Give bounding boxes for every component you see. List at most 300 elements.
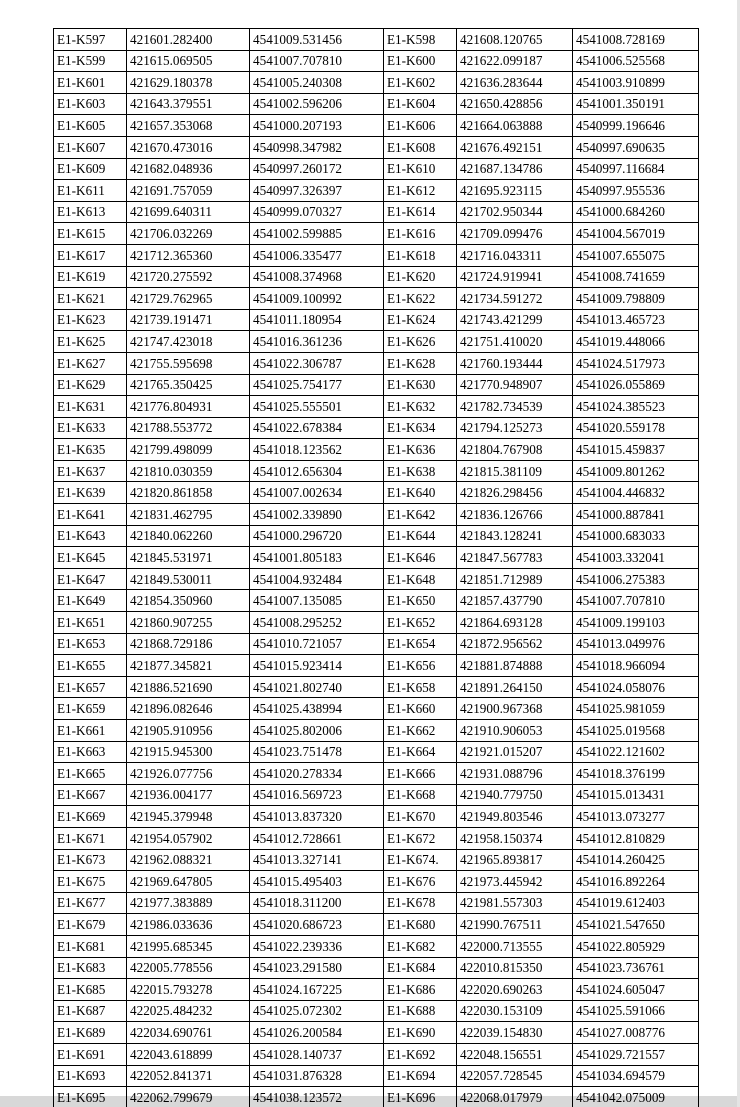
point-id-cell: E1-K648	[384, 568, 457, 590]
easting-cell: 422010.815350	[457, 957, 573, 979]
point-id-cell: E1-K693	[54, 1065, 127, 1087]
northing-cell: 4541023.751478	[250, 741, 384, 763]
point-id-cell: E1-K670	[384, 806, 457, 828]
easting-cell: 421815.381109	[457, 460, 573, 482]
northing-cell: 4541000.296720	[250, 525, 384, 547]
point-id-cell: E1-K647	[54, 568, 127, 590]
northing-cell: 4541006.335477	[250, 244, 384, 266]
northing-cell: 4541025.072302	[250, 1000, 384, 1022]
easting-cell: 422048.156551	[457, 1043, 573, 1065]
point-id-cell: E1-K622	[384, 288, 457, 310]
point-id-cell: E1-K606	[384, 115, 457, 137]
easting-cell: 422030.153109	[457, 1000, 573, 1022]
table-row	[54, 698, 699, 720]
northing-cell: 4541026.055869	[573, 374, 699, 396]
point-id-cell: E1-K667	[54, 784, 127, 806]
easting-cell: 421926.077756	[127, 763, 250, 785]
easting-cell: 421788.553772	[127, 417, 250, 439]
point-id-cell: E1-K614	[384, 201, 457, 223]
table-row	[54, 720, 699, 742]
northing-cell: 4541038.123572	[250, 1087, 384, 1107]
northing-cell: 4541022.306787	[250, 352, 384, 374]
table-row	[54, 482, 699, 504]
point-id-cell: E1-K616	[384, 223, 457, 245]
easting-cell: 421990.767511	[457, 914, 573, 936]
easting-cell: 421995.685345	[127, 935, 250, 957]
northing-cell: 4541023.291580	[250, 957, 384, 979]
easting-cell: 421765.350425	[127, 374, 250, 396]
point-id-cell: E1-K684	[384, 957, 457, 979]
easting-cell: 422025.484232	[127, 1000, 250, 1022]
northing-cell: 4541020.559178	[573, 417, 699, 439]
point-id-cell: E1-K600	[384, 50, 457, 72]
point-id-cell: E1-K696	[384, 1087, 457, 1107]
easting-cell: 421664.063888	[457, 115, 573, 137]
northing-cell: 4541027.008776	[573, 1022, 699, 1044]
northing-cell: 4541002.339890	[250, 504, 384, 526]
point-id-cell: E1-K643	[54, 525, 127, 547]
point-id-cell: E1-K653	[54, 633, 127, 655]
easting-cell: 421676.492151	[457, 136, 573, 158]
northing-cell: 4541018.376199	[573, 763, 699, 785]
easting-cell: 421977.383889	[127, 892, 250, 914]
northing-cell: 4541024.517973	[573, 352, 699, 374]
northing-cell: 4541008.741659	[573, 266, 699, 288]
table-row	[54, 50, 699, 72]
northing-cell: 4541008.295252	[250, 612, 384, 634]
easting-cell: 421760.193444	[457, 352, 573, 374]
point-id-cell: E1-K688	[384, 1000, 457, 1022]
point-id-cell: E1-K635	[54, 439, 127, 461]
easting-cell: 421687.134786	[457, 158, 573, 180]
table-row	[54, 763, 699, 785]
easting-cell: 421868.729186	[127, 633, 250, 655]
northing-cell: 4540998.347982	[250, 136, 384, 158]
table-row	[54, 612, 699, 634]
easting-cell: 421877.345821	[127, 655, 250, 677]
easting-cell: 421851.712989	[457, 568, 573, 590]
point-id-cell: E1-K612	[384, 180, 457, 202]
easting-cell: 421751.410020	[457, 331, 573, 353]
northing-cell: 4541018.311200	[250, 892, 384, 914]
table-row	[54, 590, 699, 612]
point-id-cell: E1-K678	[384, 892, 457, 914]
northing-cell: 4541009.199103	[573, 612, 699, 634]
point-id-cell: E1-K634	[384, 417, 457, 439]
northing-cell: 4541004.932484	[250, 568, 384, 590]
easting-cell: 421601.282400	[127, 29, 250, 51]
point-id-cell: E1-K617	[54, 244, 127, 266]
northing-cell: 4541004.446832	[573, 482, 699, 504]
easting-cell: 421682.048936	[127, 158, 250, 180]
point-id-cell: E1-K669	[54, 806, 127, 828]
point-id-cell: E1-K666	[384, 763, 457, 785]
northing-cell: 4541015.495403	[250, 871, 384, 893]
point-id-cell: E1-K613	[54, 201, 127, 223]
northing-cell: 4541007.655075	[573, 244, 699, 266]
point-id-cell: E1-K601	[54, 72, 127, 94]
northing-cell: 4541018.966094	[573, 655, 699, 677]
point-id-cell: E1-K683	[54, 957, 127, 979]
northing-cell: 4540999.196646	[573, 115, 699, 137]
easting-cell: 421847.567783	[457, 547, 573, 569]
table-row	[54, 979, 699, 1001]
northing-cell: 4541001.350191	[573, 93, 699, 115]
easting-cell: 421643.379551	[127, 93, 250, 115]
point-id-cell: E1-K629	[54, 374, 127, 396]
point-id-cell: E1-K626	[384, 331, 457, 353]
northing-cell: 4541019.448066	[573, 331, 699, 353]
table-row	[54, 633, 699, 655]
point-id-cell: E1-K604	[384, 93, 457, 115]
northing-cell: 4541013.073277	[573, 806, 699, 828]
point-id-cell: E1-K602	[384, 72, 457, 94]
point-id-cell: E1-K621	[54, 288, 127, 310]
easting-cell: 421845.531971	[127, 547, 250, 569]
northing-cell: 4541005.240308	[250, 72, 384, 94]
easting-cell: 421921.015207	[457, 741, 573, 763]
point-id-cell: E1-K630	[384, 374, 457, 396]
easting-cell: 421776.804931	[127, 396, 250, 418]
northing-cell: 4541008.374968	[250, 266, 384, 288]
coordinates-table-body	[54, 29, 699, 1107]
northing-cell: 4541022.121602	[573, 741, 699, 763]
northing-cell: 4541002.596206	[250, 93, 384, 115]
easting-cell: 421629.180378	[127, 72, 250, 94]
point-id-cell: E1-K652	[384, 612, 457, 634]
northing-cell: 4541018.123562	[250, 439, 384, 461]
easting-cell: 421810.030359	[127, 460, 250, 482]
easting-cell: 421843.128241	[457, 525, 573, 547]
easting-cell: 421910.906053	[457, 720, 573, 742]
easting-cell: 421954.057902	[127, 827, 250, 849]
point-id-cell: E1-K674.	[384, 849, 457, 871]
point-id-cell: E1-K640	[384, 482, 457, 504]
northing-cell: 4541016.361236	[250, 331, 384, 353]
northing-cell: 4540997.116684	[573, 158, 699, 180]
easting-cell: 421716.043311	[457, 244, 573, 266]
easting-cell: 421804.767908	[457, 439, 573, 461]
easting-cell: 421826.298456	[457, 482, 573, 504]
easting-cell: 421702.950344	[457, 201, 573, 223]
point-id-cell: E1-K603	[54, 93, 127, 115]
easting-cell: 421670.473016	[127, 136, 250, 158]
point-id-cell: E1-K623	[54, 309, 127, 331]
easting-cell: 421986.033636	[127, 914, 250, 936]
table-row	[54, 525, 699, 547]
point-id-cell: E1-K655	[54, 655, 127, 677]
point-id-cell: E1-K631	[54, 396, 127, 418]
point-id-cell: E1-K660	[384, 698, 457, 720]
northing-cell: 4541009.801262	[573, 460, 699, 482]
easting-cell: 421636.283644	[457, 72, 573, 94]
northing-cell: 4541024.385523	[573, 396, 699, 418]
point-id-cell: E1-K615	[54, 223, 127, 245]
point-id-cell: E1-K650	[384, 590, 457, 612]
easting-cell: 422068.017979	[457, 1087, 573, 1107]
northing-cell: 4541007.002634	[250, 482, 384, 504]
point-id-cell: E1-K664	[384, 741, 457, 763]
easting-cell: 421836.126766	[457, 504, 573, 526]
table-row	[54, 1043, 699, 1065]
easting-cell: 421900.967368	[457, 698, 573, 720]
northing-cell: 4541007.135085	[250, 590, 384, 612]
point-id-cell: E1-K645	[54, 547, 127, 569]
point-id-cell: E1-K641	[54, 504, 127, 526]
point-id-cell: E1-K649	[54, 590, 127, 612]
point-id-cell: E1-K673	[54, 849, 127, 871]
table-row	[54, 331, 699, 353]
northing-cell: 4541022.805929	[573, 935, 699, 957]
easting-cell: 421820.861858	[127, 482, 250, 504]
easting-cell: 421915.945300	[127, 741, 250, 763]
northing-cell: 4541008.728169	[573, 29, 699, 51]
point-id-cell: E1-K610	[384, 158, 457, 180]
table-row	[54, 1065, 699, 1087]
northing-cell: 4541034.694579	[573, 1065, 699, 1087]
northing-cell: 4541025.591066	[573, 1000, 699, 1022]
northing-cell: 4541024.058076	[573, 676, 699, 698]
easting-cell: 421849.530011	[127, 568, 250, 590]
easting-cell: 421931.088796	[457, 763, 573, 785]
northing-cell: 4541000.683033	[573, 525, 699, 547]
northing-cell: 4541020.686723	[250, 914, 384, 936]
point-id-cell: E1-K671	[54, 827, 127, 849]
point-id-cell: E1-K651	[54, 612, 127, 634]
northing-cell: 4541014.260425	[573, 849, 699, 871]
northing-cell: 4541024.167225	[250, 979, 384, 1001]
table-row	[54, 352, 699, 374]
easting-cell: 421965.893817	[457, 849, 573, 871]
easting-cell: 422034.690761	[127, 1022, 250, 1044]
point-id-cell: E1-K644	[384, 525, 457, 547]
easting-cell: 421831.462795	[127, 504, 250, 526]
easting-cell: 421857.437790	[457, 590, 573, 612]
easting-cell: 421896.082646	[127, 698, 250, 720]
northing-cell: 4541012.810829	[573, 827, 699, 849]
northing-cell: 4541013.049976	[573, 633, 699, 655]
easting-cell: 421657.353068	[127, 115, 250, 137]
northing-cell: 4541029.721557	[573, 1043, 699, 1065]
northing-cell: 4541015.459837	[573, 439, 699, 461]
easting-cell: 421734.591272	[457, 288, 573, 310]
easting-cell: 421608.120765	[457, 29, 573, 51]
point-id-cell: E1-K654	[384, 633, 457, 655]
point-id-cell: E1-K597	[54, 29, 127, 51]
northing-cell: 4541025.555501	[250, 396, 384, 418]
easting-cell: 421949.803546	[457, 806, 573, 828]
point-id-cell: E1-K682	[384, 935, 457, 957]
point-id-cell: E1-K609	[54, 158, 127, 180]
point-id-cell: E1-K618	[384, 244, 457, 266]
point-id-cell: E1-K611	[54, 180, 127, 202]
northing-cell: 4541022.239336	[250, 935, 384, 957]
easting-cell: 421724.919941	[457, 266, 573, 288]
point-id-cell: E1-K628	[384, 352, 457, 374]
northing-cell: 4541006.525568	[573, 50, 699, 72]
northing-cell: 4541028.140737	[250, 1043, 384, 1065]
northing-cell: 4541023.736761	[573, 957, 699, 979]
table-row	[54, 784, 699, 806]
easting-cell: 421729.762965	[127, 288, 250, 310]
point-id-cell: E1-K599	[54, 50, 127, 72]
easting-cell: 422062.799679	[127, 1087, 250, 1107]
point-id-cell: E1-K680	[384, 914, 457, 936]
table-row	[54, 676, 699, 698]
northing-cell: 4541021.802740	[250, 676, 384, 698]
easting-cell: 422000.713555	[457, 935, 573, 957]
easting-cell: 421969.647805	[127, 871, 250, 893]
point-id-cell: E1-K637	[54, 460, 127, 482]
table-row	[54, 568, 699, 590]
easting-cell: 421886.521690	[127, 676, 250, 698]
northing-cell: 4541004.567019	[573, 223, 699, 245]
easting-cell: 421622.099187	[457, 50, 573, 72]
easting-cell: 422020.690263	[457, 979, 573, 1001]
northing-cell: 4541012.728661	[250, 827, 384, 849]
table-row	[54, 806, 699, 828]
point-id-cell: E1-K676	[384, 871, 457, 893]
point-id-cell: E1-K657	[54, 676, 127, 698]
northing-cell: 4540997.260172	[250, 158, 384, 180]
easting-cell: 421794.125273	[457, 417, 573, 439]
table-row	[54, 115, 699, 137]
point-id-cell: E1-K658	[384, 676, 457, 698]
easting-cell: 421755.595698	[127, 352, 250, 374]
table-row	[54, 374, 699, 396]
northing-cell: 4541019.612403	[573, 892, 699, 914]
northing-cell: 4541015.013431	[573, 784, 699, 806]
easting-cell: 421860.907255	[127, 612, 250, 634]
table-row	[54, 417, 699, 439]
point-id-cell: E1-K679	[54, 914, 127, 936]
northing-cell: 4541025.981059	[573, 698, 699, 720]
coordinates-table	[53, 28, 699, 1107]
table-row	[54, 504, 699, 526]
northing-cell: 4540999.070327	[250, 201, 384, 223]
northing-cell: 4541022.678384	[250, 417, 384, 439]
table-row	[54, 1022, 699, 1044]
northing-cell: 4541021.547650	[573, 914, 699, 936]
northing-cell: 4541000.887841	[573, 504, 699, 526]
northing-cell: 4541007.707810	[573, 590, 699, 612]
table-row	[54, 460, 699, 482]
northing-cell: 4541007.707810	[250, 50, 384, 72]
northing-cell: 4541010.721057	[250, 633, 384, 655]
northing-cell: 4541025.802006	[250, 720, 384, 742]
point-id-cell: E1-K605	[54, 115, 127, 137]
point-id-cell: E1-K687	[54, 1000, 127, 1022]
point-id-cell: E1-K642	[384, 504, 457, 526]
table-row	[54, 201, 699, 223]
point-id-cell: E1-K677	[54, 892, 127, 914]
table-row	[54, 871, 699, 893]
table-row	[54, 158, 699, 180]
table-row	[54, 396, 699, 418]
point-id-cell: E1-K598	[384, 29, 457, 51]
northing-cell: 4541003.910899	[573, 72, 699, 94]
easting-cell: 421854.350960	[127, 590, 250, 612]
point-id-cell: E1-K681	[54, 935, 127, 957]
point-id-cell: E1-K691	[54, 1043, 127, 1065]
easting-cell: 421799.498099	[127, 439, 250, 461]
table-row	[54, 741, 699, 763]
point-id-cell: E1-K686	[384, 979, 457, 1001]
easting-cell: 421958.150374	[457, 827, 573, 849]
easting-cell: 421712.365360	[127, 244, 250, 266]
northing-cell: 4541025.754177	[250, 374, 384, 396]
northing-cell: 4541013.327141	[250, 849, 384, 871]
table-row	[54, 655, 699, 677]
easting-cell: 421720.275592	[127, 266, 250, 288]
point-id-cell: E1-K632	[384, 396, 457, 418]
point-id-cell: E1-K689	[54, 1022, 127, 1044]
easting-cell: 421905.910956	[127, 720, 250, 742]
easting-cell: 421770.948907	[457, 374, 573, 396]
table-row	[54, 180, 699, 202]
point-id-cell: E1-K694	[384, 1065, 457, 1087]
easting-cell: 421945.379948	[127, 806, 250, 828]
easting-cell: 421962.088321	[127, 849, 250, 871]
point-id-cell: E1-K685	[54, 979, 127, 1001]
point-id-cell: E1-K608	[384, 136, 457, 158]
point-id-cell: E1-K662	[384, 720, 457, 742]
easting-cell: 422005.778556	[127, 957, 250, 979]
northing-cell: 4541026.200584	[250, 1022, 384, 1044]
northing-cell: 4541024.605047	[573, 979, 699, 1001]
table-row	[54, 72, 699, 94]
point-id-cell: E1-K627	[54, 352, 127, 374]
easting-cell: 422015.793278	[127, 979, 250, 1001]
northing-cell: 4541025.019568	[573, 720, 699, 742]
point-id-cell: E1-K624	[384, 309, 457, 331]
table-row	[54, 935, 699, 957]
table-row	[54, 827, 699, 849]
easting-cell: 421840.062260	[127, 525, 250, 547]
easting-cell: 421782.734539	[457, 396, 573, 418]
northing-cell: 4541009.100992	[250, 288, 384, 310]
easting-cell: 421691.757059	[127, 180, 250, 202]
table-row	[54, 266, 699, 288]
point-id-cell: E1-K619	[54, 266, 127, 288]
point-id-cell: E1-K663	[54, 741, 127, 763]
point-id-cell: E1-K672	[384, 827, 457, 849]
point-id-cell: E1-K665	[54, 763, 127, 785]
easting-cell: 421699.640311	[127, 201, 250, 223]
table-row	[54, 288, 699, 310]
point-id-cell: E1-K692	[384, 1043, 457, 1065]
easting-cell: 421615.069505	[127, 50, 250, 72]
point-id-cell: E1-K639	[54, 482, 127, 504]
easting-cell: 421747.423018	[127, 331, 250, 353]
point-id-cell: E1-K625	[54, 331, 127, 353]
northing-cell: 4541006.275383	[573, 568, 699, 590]
easting-cell: 421743.421299	[457, 309, 573, 331]
easting-cell: 421650.428856	[457, 93, 573, 115]
northing-cell: 4541012.656304	[250, 460, 384, 482]
easting-cell: 421891.264150	[457, 676, 573, 698]
northing-cell: 4541001.805183	[250, 547, 384, 569]
table-row	[54, 29, 699, 51]
northing-cell: 4540997.326397	[250, 180, 384, 202]
easting-cell: 421706.032269	[127, 223, 250, 245]
point-id-cell: E1-K638	[384, 460, 457, 482]
point-id-cell: E1-K620	[384, 266, 457, 288]
table-row	[54, 849, 699, 871]
northing-cell: 4541042.075009	[573, 1087, 699, 1107]
northing-cell: 4541009.798809	[573, 288, 699, 310]
table-row	[54, 1000, 699, 1022]
